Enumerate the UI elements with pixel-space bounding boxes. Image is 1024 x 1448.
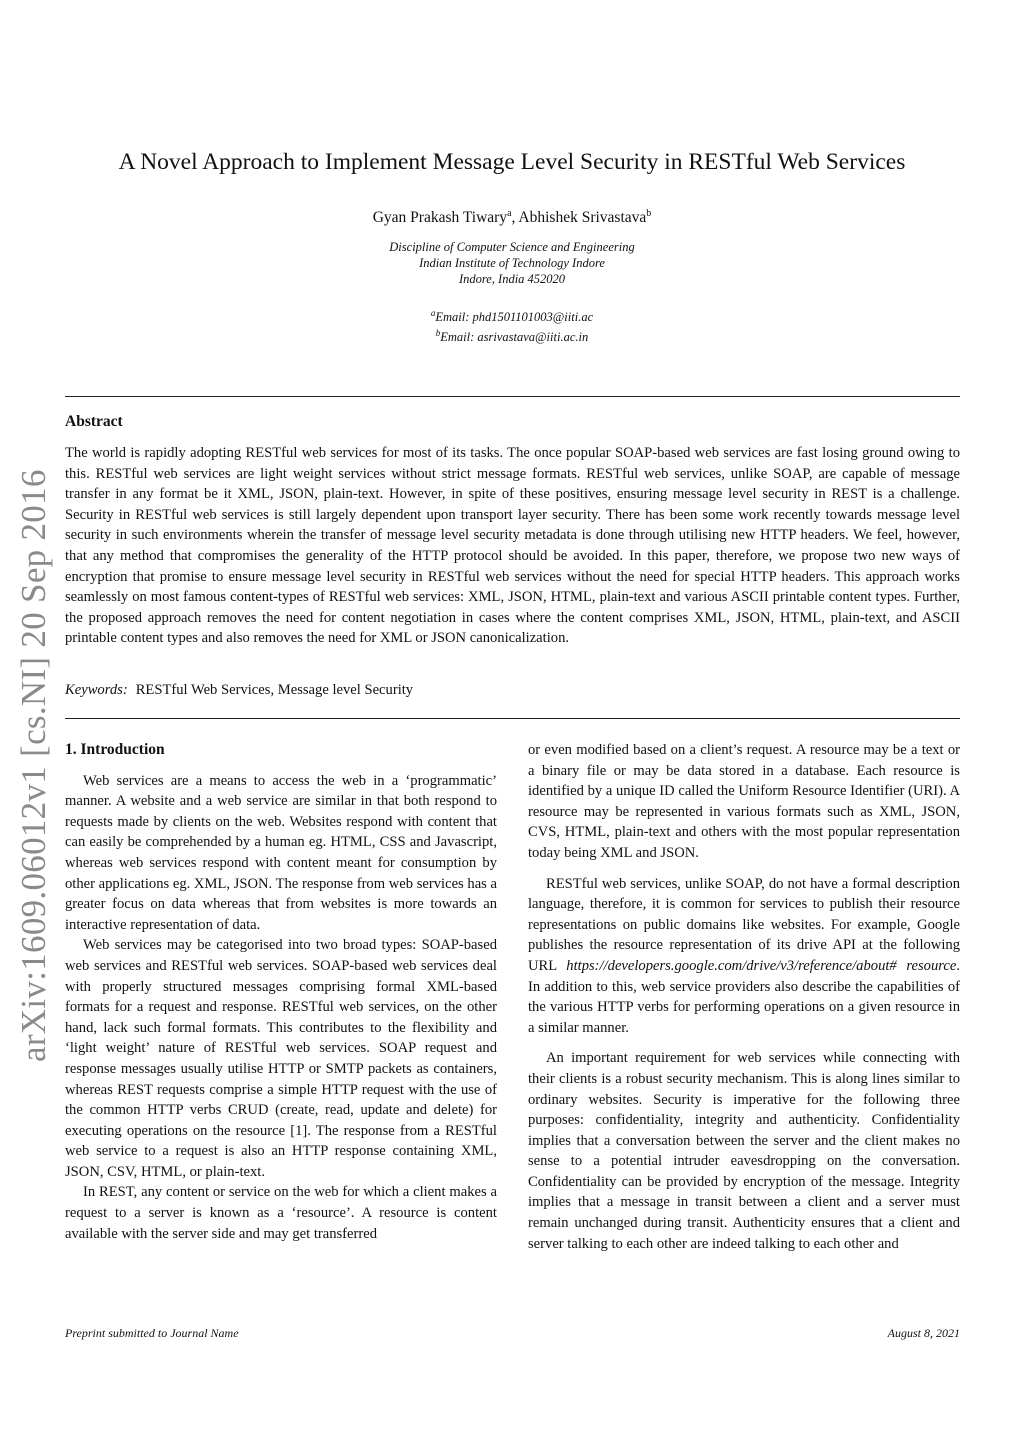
email-block [60, 305, 964, 345]
keywords-text: RESTful Web Services, Message level Security [135, 682, 414, 698]
paper-title: A Novel Approach to Implement Message Level Security in RESTful Web Services [118, 149, 906, 175]
author-list [60, 208, 964, 227]
keywords-label: Keywords: [65, 682, 128, 698]
abstract-text: The world is rapidly adopting RESTful web services for most of its tasks. The once popular SOAP-based web services are fast losing ground owing to this. RESTful web services are light weight services without strict message formats. RESTful web services, unlike SOAP, are capable of message transfer in any format be it XML, JSON, plain-text. However, in spite of these positives, ensuring message level security in REST is a challenge. Security in RESTful web services is still largely dependent upon transport layer security. There has been some work recently towards message level security in such environments wherein the transfer of message level security metadata is done through utilising new HTTP headers. We feel, however, that any method that compromises the generality of the HTTP protocol should be avoided. In this paper, therefore, we propose two new ways of encryption that promise to ensure message level security in RESTful web services without the need for special HTTP headers. This approach works seamlessly on most famous content-types of RESTful web services: XML, JSON, HTML, plain-text and various ASCII printable content types. Further, the proposed approach removes the need for content negotiation in cases where the content comprises XML, JSON, HTML, plain-text, and ASCII printable content types and also removes the need for XML or JSON canonicalization. [65, 445, 960, 647]
email-line [60, 305, 964, 325]
body-paragraph: An important requirement for web services while connecting with their clients is a robust security mechanism. This is along lines similar to ordinary websites. Security is imperative for the following three purposes: confidentiality, integrity and authenticity. Confidentiality implies that a conversation between the server and the client makes no sense to a potential intruder eavesdropping on the conversation. Confidentiality can be provided by encryption of the message. Integrity implies that a message in transit between a client and a server must remain unchanged during transit. Authenticity ensures that a client and server talking to each other are indeed talking to each other and [528, 1050, 960, 1252]
author-name: Gyan Prakash Tiwary [372, 209, 508, 227]
body-paragraph: In REST, any content or service on the web for which a client makes a request to a server is known as a ‘resource’. A resource is content available with the server side and may get transferred [65, 1184, 497, 1242]
author-affiliation-mark: a [507, 208, 512, 219]
left-column [65, 740, 497, 1244]
body-paragraph: Web services are a means to access the web in a ‘programmatic’ manner. A website and a web service are similar in that both respond to requests made by clients on the web. Websites respond with content that can easily be comprehended by a human eg. HTML, CSS and Javascript, whereas web services respond with content meant for consumption by other applications eg. XML, JSON. The response from web services has a greater focus on data whereas that from websites is more towards an interactive representation of data. [65, 772, 497, 933]
body-paragraph: or even modified based on a client’s request. A resource may be a text or a binary file or may be data stored in a database. Each resource is identified by a unique ID called the Uniform Resource Identifier (URI). A resource may be represented in various formats such as XML, JSON, CVS, HTML, plain-text and others with the most popular representation today being XML and JSON. [528, 742, 960, 861]
email-mark: b [435, 328, 441, 339]
paragraph-text: . In addition to this, web service providers also describe the capabilities of the various HTTP verbs for performing operations on a given resource in a similar manner. [528, 957, 960, 1036]
email-text: Email: phd1501101003@iiti.ac [435, 310, 594, 325]
footer-date: August 8, 2021 [887, 1326, 960, 1340]
abstract-top-rule [65, 396, 960, 397]
keywords-line [65, 682, 413, 699]
body-paragraph-with-url [528, 874, 960, 1039]
api-reference-link[interactable]: https://developers.google.com/drive/v3/reference/about# resource [566, 957, 957, 974]
abstract-heading: Abstract [65, 413, 123, 430]
affiliation-line: Indore, India 452020 [458, 272, 566, 286]
abstract-bottom-rule [65, 718, 960, 719]
paragraph-text: RESTful web services, unlike SOAP, do not have a formal description language, therefore, it is common for services to publish their resource representations on public domains like websites. For example, Google publishes the resource representation of its drive API at the following URL [528, 875, 960, 974]
arxiv-identifier: arXiv:1609.06012v1 [cs.NI] 20 Sep 2016 [14, 469, 53, 1062]
section-heading-introduction: 1. Introduction [65, 741, 165, 758]
affiliation-line: Discipline of Computer Science and Engineering [389, 240, 635, 254]
right-column [528, 740, 960, 1254]
affiliation-block [60, 239, 964, 287]
email-line [60, 325, 964, 345]
email-text: Email: asrivastava@iiti.ac.in [440, 330, 589, 345]
author-name: Abhishek Srivastava [518, 209, 647, 227]
footer-preprint-note: Preprint submitted to Journal Name [65, 1326, 239, 1340]
affiliation-line: Indian Institute of Technology Indore [419, 256, 605, 270]
author-separator: , [511, 209, 519, 227]
email-mark: a [430, 308, 436, 318]
body-paragraph: Web services may be categorised into two broad types: SOAP-based web services and RESTful web services. SOAP-based web services deal with properly structured messages comprising formal XML-based formats for a request and response. RESTful web services, on the other hand, lack such formal formats. This contributes to the flexibility and ‘light weight’ nature of RESTful web services. SOAP request and response messages usually utilise HTTP or SMTP packets as containers, whereas REST requests comprise a simple HTTP request with the use of the common HTTP verbs CRUD (create, read, update and delete) for executing operations on the resource [1]. The response from a RESTful web service to a request is also an HTTP response containing XML, JSON, CSV, HTML, or plain-text. [65, 937, 497, 1180]
author-affiliation-mark: b [646, 208, 652, 219]
